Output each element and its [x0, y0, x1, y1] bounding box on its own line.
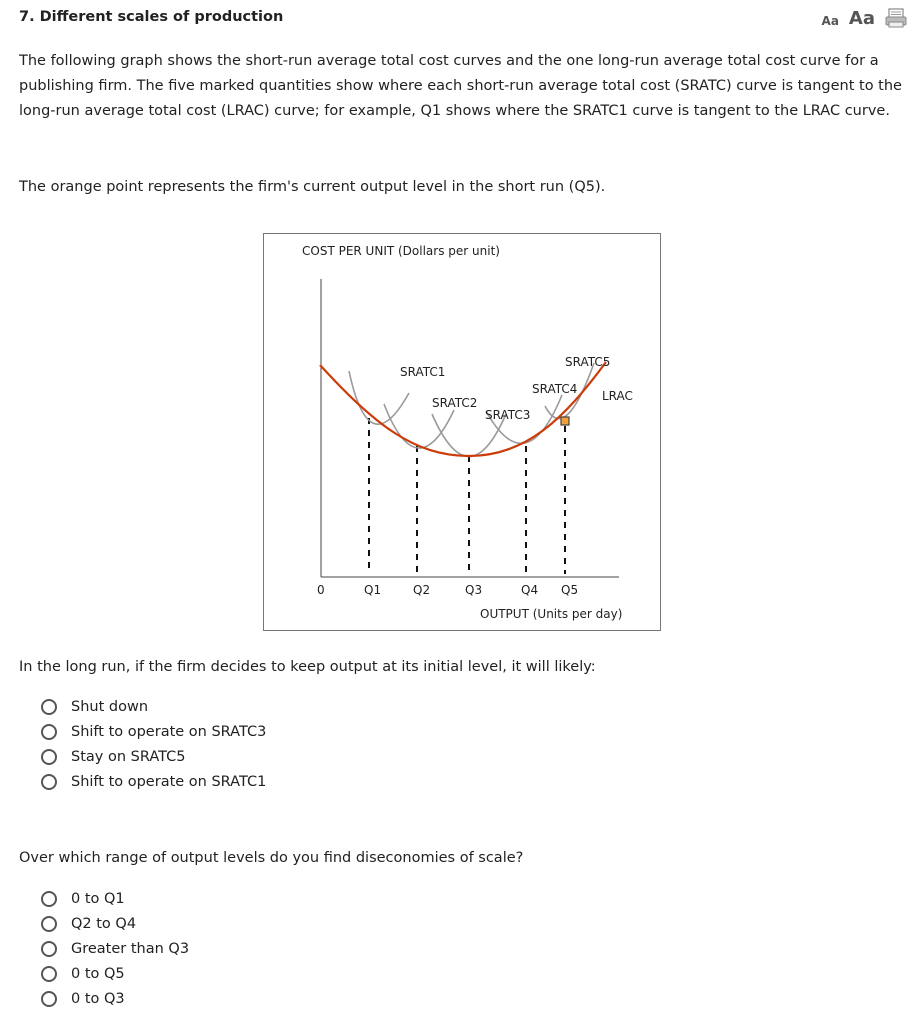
curve-label-sratc2: SRATC2 — [432, 396, 478, 410]
toolbar — [822, 8, 907, 28]
question1-options — [41, 694, 266, 794]
radio-button[interactable] — [41, 774, 57, 790]
tick-label-q4: Q4 — [521, 583, 539, 597]
tick-label-q2: Q2 — [413, 583, 431, 597]
origin-label: 0 — [317, 583, 325, 597]
graph-svg — [264, 234, 662, 632]
option-label: 0 to Q3 — [71, 990, 125, 1007]
question2-text: Over which range of output levels do you find diseconomies of scale? — [19, 850, 524, 866]
curve-label-sratc1: SRATC1 — [400, 365, 446, 379]
intro-paragraph: The following graph shows the short-run average total cost curves and the one long-run average total cost curve for a publishing firm. The five marked quantities show where each short-run average total cost (SRATC) curve is tangent to the long-run average total cost (LRAC) curve; for example, Q1 shows where the SRATC1 curve is tangent to the LRAC curve. — [19, 53, 902, 119]
sratc2-curve — [384, 404, 454, 448]
question-title: 7. Different scales of production — [19, 9, 284, 25]
cost-curves-graph — [263, 233, 661, 631]
option-label: Stay on SRATC5 — [71, 748, 186, 765]
radio-button[interactable] — [41, 724, 57, 740]
q2-option-0-to-q1[interactable] — [41, 886, 189, 911]
tick-label-q3: Q3 — [465, 583, 483, 597]
option-label: 0 to Q5 — [71, 965, 125, 982]
radio-button[interactable] — [41, 891, 57, 907]
q2-option-q2-to-q4[interactable] — [41, 911, 189, 936]
radio-button[interactable] — [41, 916, 57, 932]
radio-button[interactable] — [41, 966, 57, 982]
curve-label-sratc4: SRATC4 — [532, 382, 578, 396]
q1-option-stay-sratc5[interactable] — [41, 744, 266, 769]
q2-option-0-to-q3[interactable] — [41, 986, 189, 1011]
option-label: Shift to operate on SRATC1 — [71, 773, 267, 790]
curve-label-sratc5: SRATC5 — [565, 355, 611, 369]
option-label: 0 to Q1 — [71, 890, 125, 907]
x-axis-label: OUTPUT (Units per day) — [480, 607, 623, 621]
q1-option-shut-down[interactable] — [41, 694, 266, 719]
curve-label-lrac: LRAC — [602, 389, 633, 403]
current-output-point[interactable] — [561, 417, 569, 425]
option-label: Greater than Q3 — [71, 940, 190, 957]
option-label: Shift to operate on SRATC3 — [71, 723, 267, 740]
option-label: Shut down — [71, 698, 149, 715]
tick-label-q1: Q1 — [364, 583, 382, 597]
current-output-paragraph: The orange point represents the firm's current output level in the short run (Q5). — [19, 179, 606, 195]
y-axis-label: COST PER UNIT (Dollars per unit) — [302, 244, 500, 258]
droplines — [369, 418, 565, 574]
radio-button[interactable] — [41, 941, 57, 957]
question2-options — [41, 886, 189, 1011]
font-size-large-button[interactable]: Aa — [848, 8, 875, 29]
q2-option-greater-than-q3[interactable] — [41, 936, 189, 961]
radio-button[interactable] — [41, 991, 57, 1007]
font-size-small-button[interactable]: Aa — [821, 14, 839, 28]
print-icon[interactable] — [885, 8, 907, 28]
q1-option-shift-sratc1[interactable] — [41, 769, 266, 794]
question1-text: In the long run, if the firm decides to keep output at its initial level, it will likely: — [19, 659, 596, 675]
curve-label-sratc3: SRATC3 — [485, 408, 531, 422]
radio-button[interactable] — [41, 749, 57, 765]
q1-option-shift-sratc3[interactable] — [41, 719, 266, 744]
tick-label-q5: Q5 — [561, 583, 579, 597]
radio-button[interactable] — [41, 699, 57, 715]
option-label: Q2 to Q4 — [71, 915, 137, 932]
q2-option-0-to-q5[interactable] — [41, 961, 189, 986]
